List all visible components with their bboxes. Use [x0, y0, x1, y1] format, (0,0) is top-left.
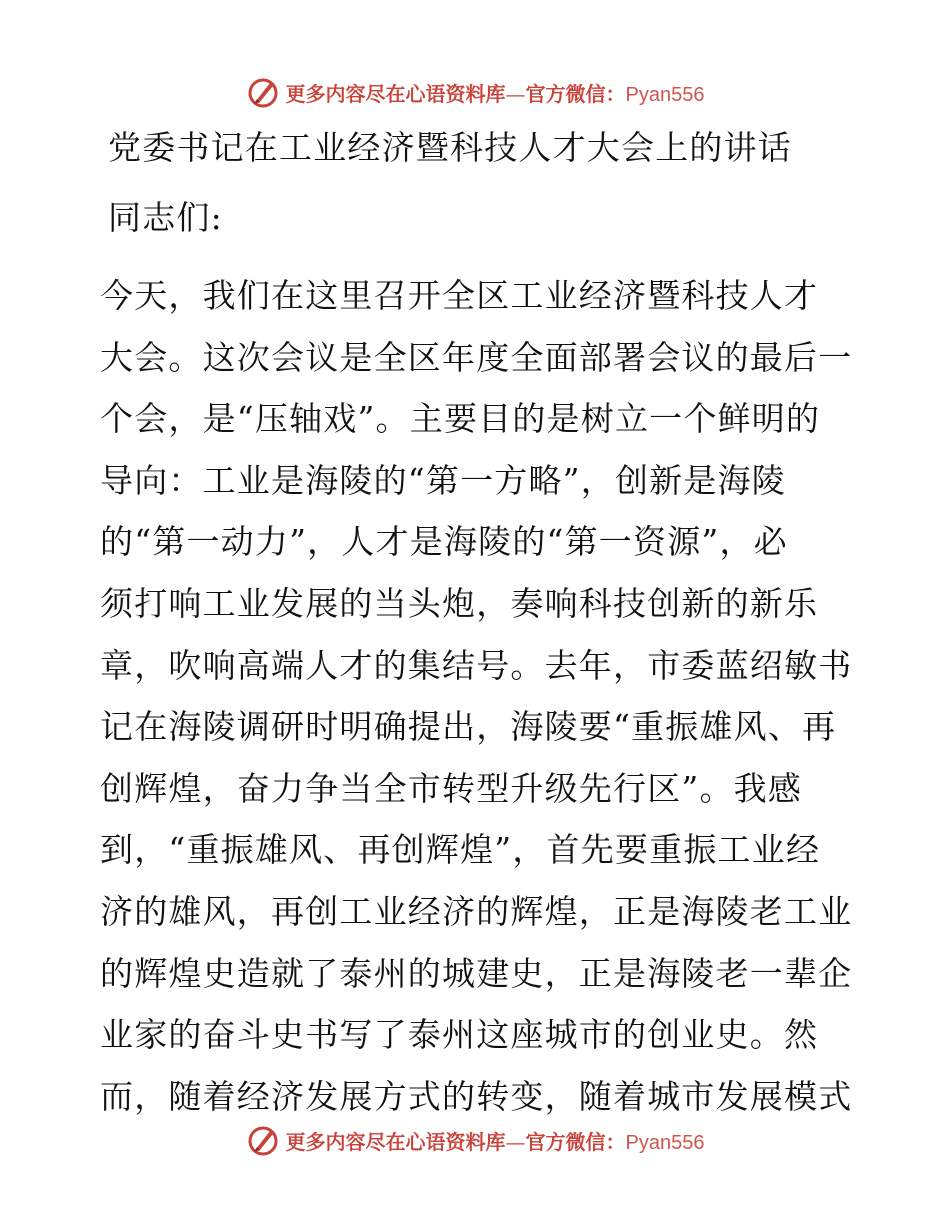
body-line: 业家的奋斗史书写了泰州这座城市的创业史。然	[100, 1015, 819, 1055]
body-line: 导向：工业是海陵的“第一方略”，创新是海陵	[100, 460, 786, 500]
body-line: 创辉煌，奋力争当全市转型升级先行区”。我感	[100, 768, 803, 808]
quill-pen-icon	[246, 75, 280, 109]
banner-slogan: 更多内容尽在心语资料库	[285, 81, 506, 106]
banner-wechat-id: Pyan556	[625, 83, 705, 106]
document-title: 党委书记在工业经济暨科技人才大会上的讲话	[108, 128, 792, 167]
body-line: 记在海陵调研时明确提出，海陵要“重振雄风、再	[100, 707, 837, 747]
body-line: 的辉煌史造就了泰州的城建史，正是海陵老一辈企	[100, 953, 853, 993]
banner-slogan: 更多内容尽在心语资料库	[285, 1129, 506, 1154]
salutation: 同志们:	[108, 198, 223, 237]
body-line: 章，吹响高端人才的集结号。去年，市委蓝绍敏书	[100, 645, 853, 685]
body-line: 个会，是“压轴戏”。主要目的是树立一个鲜明的	[100, 399, 821, 439]
body-line: 大会。这次会议是全区年度全面部署会议的最后一	[100, 337, 853, 377]
banner-dash: —	[505, 81, 526, 106]
banner-dash: —	[505, 1129, 526, 1154]
header-banner	[0, 72, 950, 112]
body-line: 而，随着经济发展方式的转变，随着城市发展模式	[100, 1076, 853, 1116]
body-line: 济的雄风，再创工业经济的辉煌，正是海陵老工业	[100, 891, 853, 931]
body-line: 须打响工业发展的当头炮，奏响科技创新的新乐	[100, 583, 819, 623]
footer-banner	[0, 1120, 950, 1160]
banner-wechat-label: 官方微信：	[525, 1129, 626, 1154]
banner-text	[286, 1126, 705, 1155]
body-line: 今天，我们在这里召开全区工业经济暨科技人才	[100, 276, 819, 315]
banner-wechat-label: 官方微信：	[525, 81, 626, 106]
banner-text	[286, 78, 705, 107]
banner-wechat-id: Pyan556	[625, 1131, 705, 1154]
body-text	[100, 270, 860, 1132]
body-line: 的“第一动力”，人才是海陵的“第一资源”，必	[100, 522, 788, 562]
quill-pen-icon	[246, 1123, 280, 1157]
body-line: 到，“重振雄风、再创辉煌”，首先要重振工业经	[100, 830, 821, 870]
